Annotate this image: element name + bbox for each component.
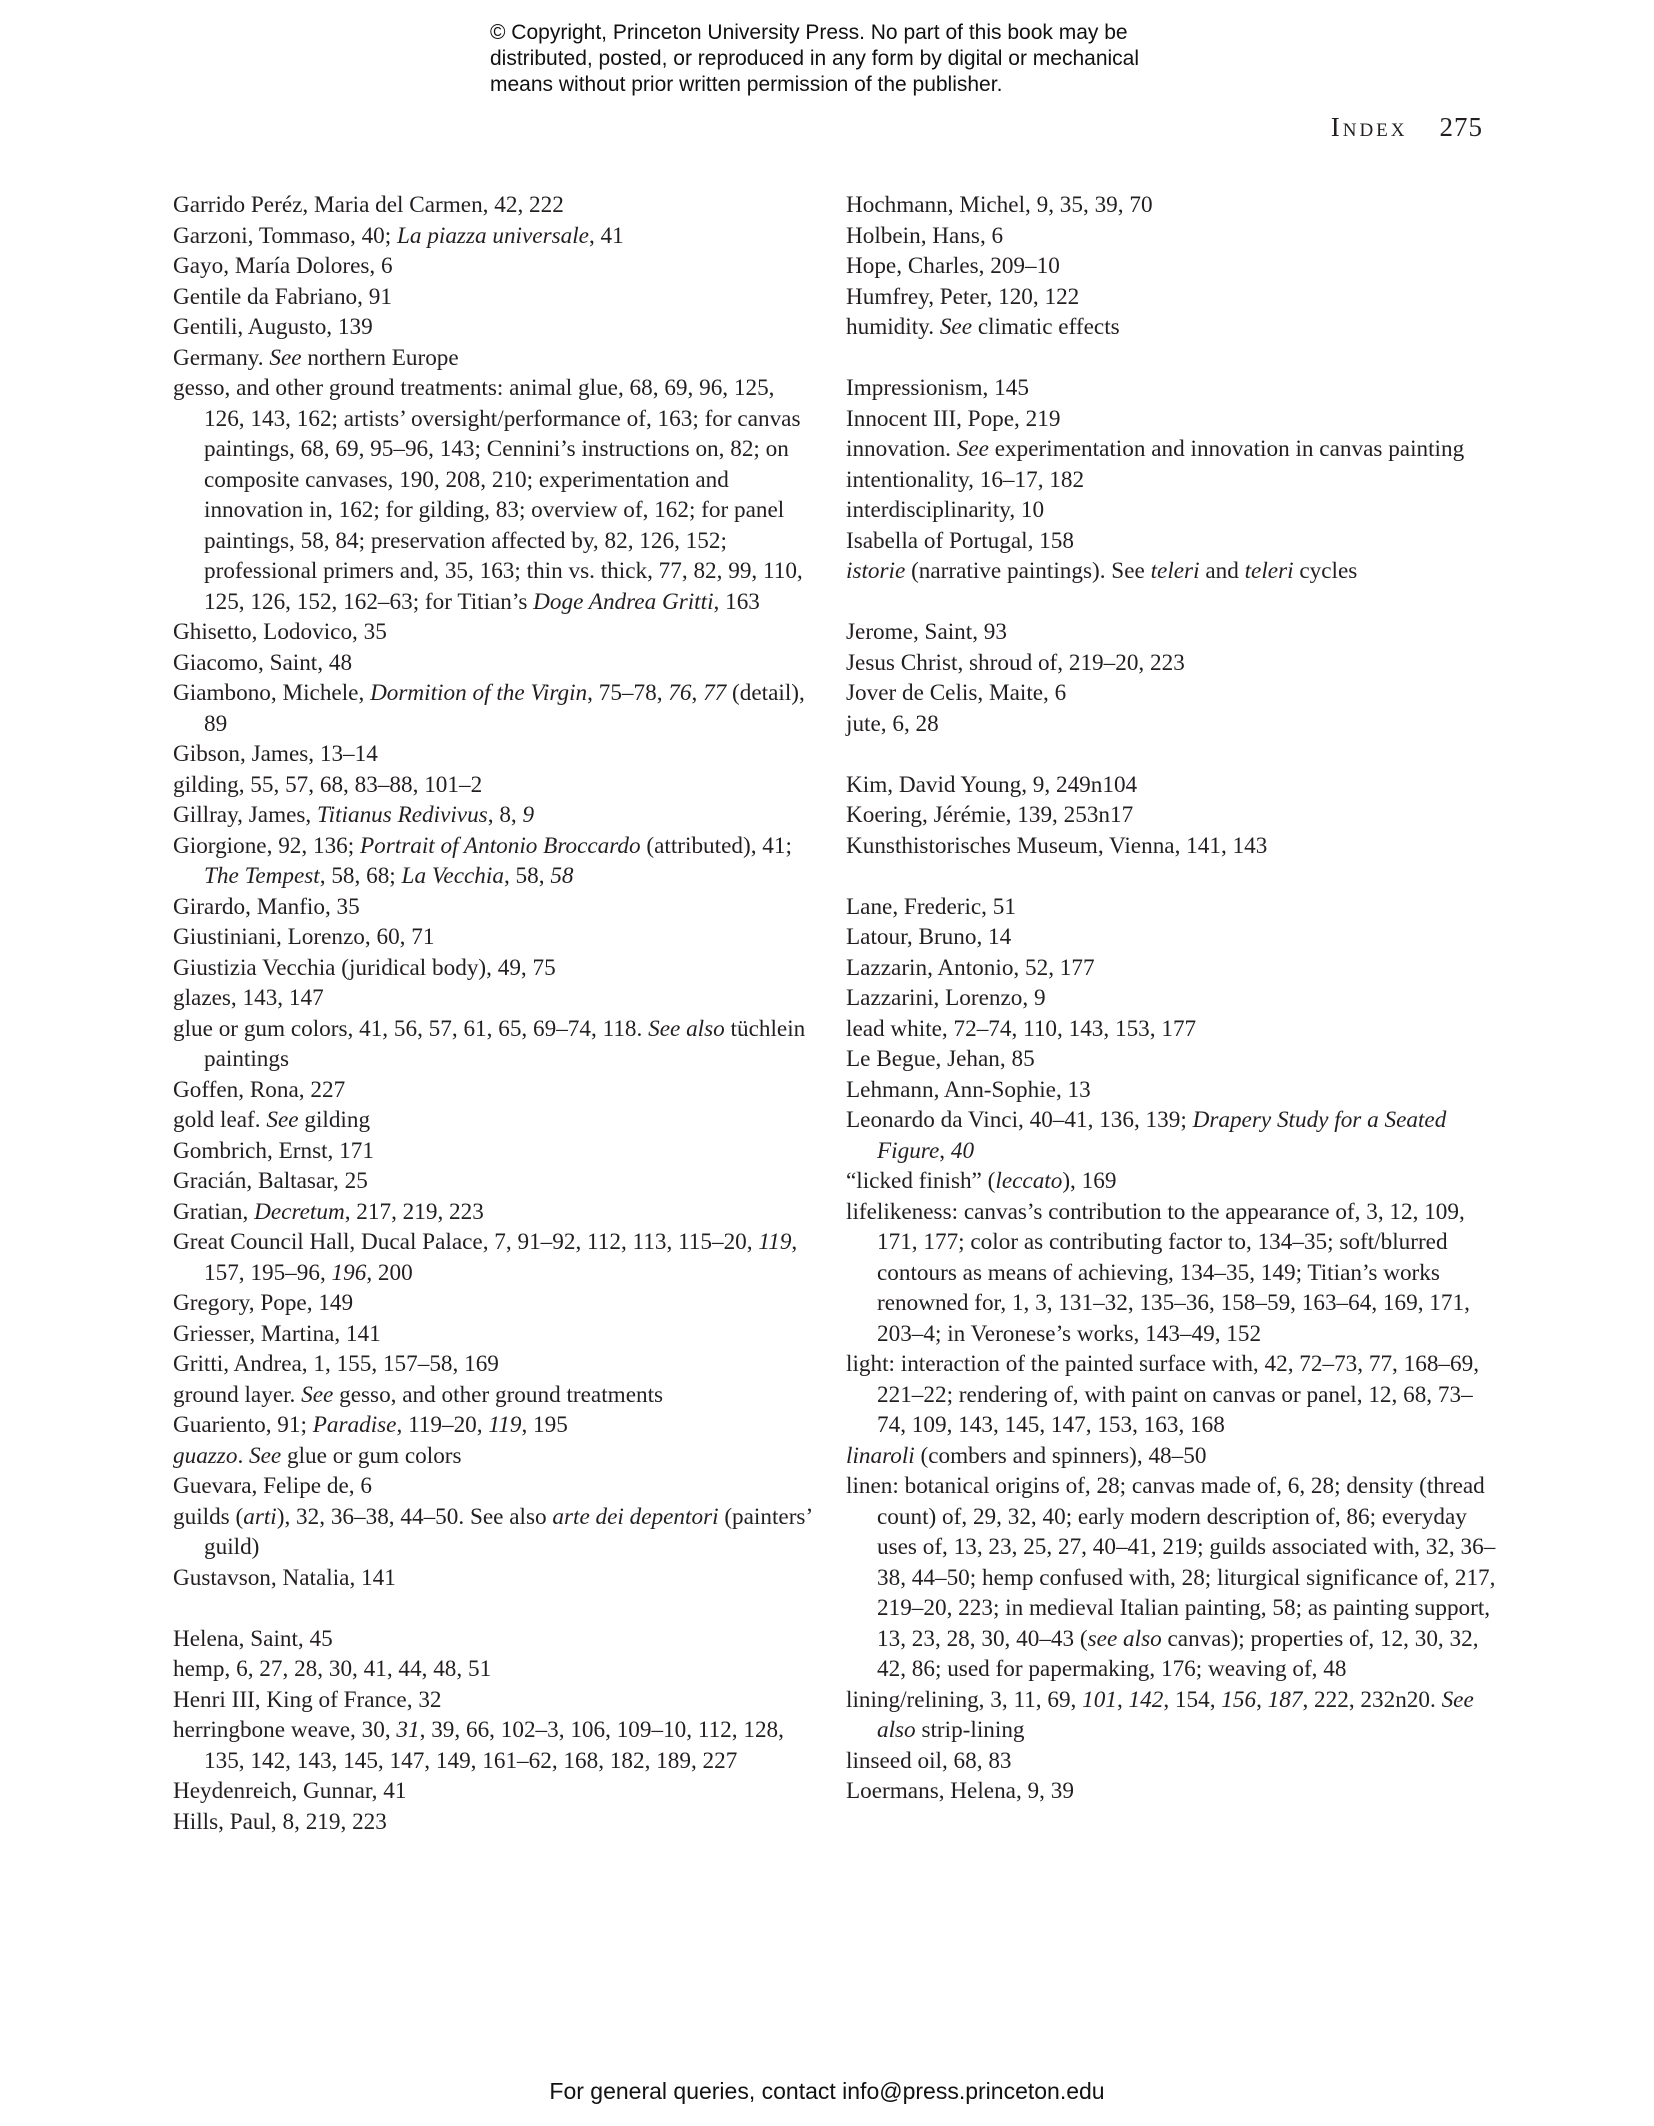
index-entry-text: Hills, Paul, 8, 219, 223 [173,1808,387,1835]
index-entry [846,1349,1496,1441]
index-entry-text: lifelikeness: canvas’s contribution to the appearance of, 3, 12, 109, 171, 177; color as contributing factor to, 134–35; soft/blurred contours as means of achieving, 134–35, 149; Titian’s works renowned for, 1, 3, 131–32, 135–36, 158–59, 163–64, 169, 171, 203–4; in Veronese’s works, 143–49, 152 [846,1198,1470,1347]
index-entry [846,556,1496,587]
index-entry [173,648,813,679]
page-number: 275 [1439,112,1483,142]
index-entry [173,953,813,984]
running-head-title: Index [1330,112,1408,142]
index-entry-text: , 200 [366,1259,413,1286]
index-entry [173,1563,813,1594]
index-entry-italic-text: arte dei depentori [552,1503,719,1530]
index-entry-text: Kim, David Young, 9, 249n104 [846,771,1138,798]
index-entry-text: , [939,1137,951,1164]
index-entry [846,648,1496,679]
index-entry-italic-text: See [939,314,973,340]
index-entry-text: jute, 6, 28 [846,710,939,737]
index-entry-text: Gritti, Andrea, 1, 155, 157–58, 169 [173,1351,499,1377]
index-entry [846,617,1496,648]
index-entry [173,983,813,1014]
index-entry [846,373,1496,404]
index-entry-text: linseed oil, 68, 83 [846,1747,1012,1774]
index-entry-italic-text: See [301,1381,334,1408]
index-entry-text: lead white, 72–74, 110, 143, 153, 177 [846,1015,1197,1042]
index-entry-text: Helena, Saint, 45 [173,1625,333,1652]
index-entry-text: gilding, 55, 57, 68, 83–88, 101–2 [173,771,483,798]
index-entry-text: ), 32, 36–38, 44–50. See also [276,1503,553,1530]
index-entry [173,1166,813,1197]
index-entry-text: Koering, Jérémie, 139, 253n17 [846,802,1134,828]
index-entry [173,1471,813,1502]
index-entry [173,282,813,313]
index-entry-text: Hope, Charles, 209–10 [846,253,1060,279]
index-entry [846,1471,1496,1685]
index-entry-text: interdisciplinarity, 10 [846,497,1045,523]
index-entry-text: Impressionism, 145 [846,375,1029,401]
index-entry-italic-text: 156 [1221,1686,1257,1713]
index-entry-text: Girardo, Manfio, 35 [173,893,360,920]
index-entry-text: guilds ( [173,1503,244,1530]
index-entry-text: “licked finish” ( [846,1168,996,1194]
index-entry [846,892,1496,923]
index-entry [173,1075,813,1106]
index-column-left [173,190,813,1837]
index-entry [173,800,813,831]
index-entry-text: (narrative paintings). See [905,558,1151,584]
index-entry-italic-text: istorie [846,558,906,584]
index-entry [846,526,1496,557]
index-entry [173,1288,813,1319]
index-entry [846,1044,1496,1075]
index-entry [173,831,813,892]
index-entry [173,1776,813,1807]
index-entry [173,892,813,923]
index-entry-text: Kunsthistorisches Museum, Vienna, 141, 143 [846,832,1268,859]
index-entry [173,1105,813,1136]
index-entry-text: humidity. [846,314,940,340]
index-entry-text: Gayo, María Dolores, 6 [173,253,393,279]
index-entry-text: herringbone weave, 30, [173,1717,397,1743]
index-entry-text: ground layer. [173,1381,302,1408]
index-entry-text: Gratian, [173,1198,255,1225]
index-entry-text: cycles [1293,558,1358,584]
index-entry-text: Guevara, Felipe de, 6 [173,1473,372,1499]
index-entry-italic-text: 119 [488,1412,522,1438]
index-entry [173,1136,813,1167]
index-entry-italic-text: Doge Andrea Gritti [533,588,714,615]
index-entry [846,221,1496,252]
index-entry-text: northern Europe [301,344,459,371]
index-entry-text: Jover de Celis, Maite, 6 [846,680,1067,706]
index-entry [173,1197,813,1228]
index-entry-italic-text: linaroli [846,1442,915,1469]
index-entry-text: glazes, 143, 147 [173,985,324,1011]
index-entry [173,1441,813,1472]
index-entry-text: , [691,680,704,706]
index-entry [846,709,1496,740]
index-entry-text: Jerome, Saint, 93 [846,619,1007,645]
index-entry-text: (detail), 89 [204,680,805,737]
index-entry-italic-text: See [249,1442,282,1469]
index-entry [173,190,813,221]
index-entry-text: , 195 [521,1412,568,1438]
index-entry [846,190,1496,221]
index-entry-text: , 217, 219, 223 [344,1198,484,1225]
index-entry [846,1776,1496,1807]
index-entry-text: , 163 [713,588,760,615]
index-entry-text: Innocent III, Pope, 219 [846,405,1061,432]
index-entry [846,312,1496,343]
index-entry [846,922,1496,953]
index-entry-text: Garzoni, Tommaso, 40; [173,222,397,249]
index-entry-text: Giambono, Michele, [173,680,371,706]
index-entry [846,953,1496,984]
index-entry [846,1105,1496,1166]
index-entry [173,221,813,252]
index-entry-italic-text: Drapery Study for a Seated Figure [877,1107,1447,1164]
index-entry-text: Lazzarini, Lorenzo, 9 [846,985,1046,1011]
index-entry-text: Jesus Christ, shroud of, 219–20, 223 [846,649,1185,676]
index-entry-italic-text: 76 [668,680,692,706]
index-entry [846,1166,1496,1197]
index-entry-text: Griesser, Martina, 141 [173,1320,381,1347]
index-entry-text: light: interaction of the painted surface with, 42, 72–73, 77, 168–69, 221–22; rendering of, with paint on canvas or panel, 12, 68, 73–74, 109, 143, 145, 147, 153, 163, 168 [846,1351,1480,1438]
index-entry-italic-text: see also [1087,1625,1162,1652]
index-entry-text: , 58, 68; [319,863,402,889]
index-entry [846,983,1496,1014]
index-entry-text: Garrido Peréz, Maria del Carmen, 42, 222 [173,192,564,218]
index-entry-text: , 75–78, [587,680,669,706]
index-entry [173,770,813,801]
index-entry-text: gesso, and other ground treatments: animal glue, 68, 69, 96, 125, 126, 143, 162; artists’ oversight/performance of, 163; for canvas paintings, 68, 69, 95–96, 143; Cennini’s instructions on, 82; on composite canvases, 190, 208, 210; experimentation and innovation in, 162; for gilding, 83; overview of, 162; for panel paintings, 58, 84; preservation affected by, 82, 126, 152; professional primers and, 35, 163; thin vs. thick, 77, 82, 99, 110, 125, 126, 152, 162–63; for Titian’s [173,375,803,615]
index-entry-text: Gregory, Pope, 149 [173,1290,354,1316]
index-entry-italic-text: 77 [703,680,727,706]
index-entry-italic-text: 58 [550,863,574,889]
index-entry-italic-text: 40 [950,1137,975,1164]
index-entry [173,1014,813,1075]
index-entry-italic-text: 196 [331,1259,367,1286]
index-entry [173,1410,813,1441]
copyright-notice: © Copyright, Princeton University Press. No part of this book may be distributed, posted, or reproduced in any form by digital or mechanical means without prior written permission of the publisher. [490,21,1140,96]
index-entry-italic-text: 142 [1128,1686,1164,1713]
index-entry [173,343,813,374]
index-column-right [846,190,1496,1807]
index-entry [173,1319,813,1350]
index-entry-text: Lehmann, Ann-Sophie, 13 [846,1076,1091,1103]
index-entry-text: Great Council Hall, Ducal Palace, 7, 91–92, 112, 113, 115–20, [173,1229,759,1255]
index-entry [846,831,1496,862]
index-entry-italic-text: Portrait of Antonio Broccardo [360,832,641,859]
footer-contact: For general queries, contact info@press.princeton.edu [549,2078,1105,2104]
index-entry [846,770,1496,801]
index-entry [173,1349,813,1380]
index-entry-italic-text: Paradise [312,1412,397,1438]
index-entry-text: (combers and spinners), 48–50 [914,1442,1207,1469]
index-entry-text: glue or gum colors [281,1442,462,1469]
index-entry [173,1807,813,1838]
index-entry-italic-text: Dormition of the Virgin [370,680,588,706]
index-entry-italic-text: La piazza universale [397,222,589,249]
index-entry-italic-text: guazzo [173,1442,238,1469]
index-entry-italic-text: 119 [758,1229,792,1255]
index-entry [173,251,813,282]
index-entry-text: Humfrey, Peter, 120, 122 [846,283,1080,310]
index-entry [846,1075,1496,1106]
index-entry-italic-text: 187 [1267,1686,1303,1713]
index-entry-text: Latour, Bruno, 14 [846,924,1012,950]
index-entry-text: Giacomo, Saint, 48 [173,649,353,676]
index-entry [846,1746,1496,1777]
index-entry-text: (attributed), 41; [640,832,792,859]
index-entry-text: lining/relining, 3, 11, 69, [846,1686,1083,1713]
index-entry [846,678,1496,709]
index-entry-text: Gustavson, Natalia, 141 [173,1564,396,1591]
index-entry [173,739,813,770]
index-entry-text: Gentili, Augusto, 139 [173,314,373,340]
index-entry [173,617,813,648]
index-entry-italic-text: 101 [1082,1686,1117,1713]
index-entry [846,1197,1496,1350]
index-entry-text: Heydenreich, Gunnar, 41 [173,1778,407,1804]
index-entry-text: , 157, 195–96, [204,1229,798,1286]
index-entry [846,404,1496,435]
index-entry-text: linen: botanical origins of, 28; canvas made of, 6, 28; density (thread count) of, 29, 32, 40; early modern description of, 86; everyday uses of, 13, 23, 25, 27, 40–41, 219; guilds associated with, 32, 36–38, 44–50; hemp confused with, 28; liturgical significance of, 217, 219–20, 223; in medieval Italian painting, 58; as painting support, 13, 23, 28, 30, 40–43 ( [846,1473,1496,1652]
index-entry-italic-text: La Vecchia [401,863,504,889]
index-entry-text: Guariento, 91; [173,1412,313,1438]
index-entry-italic-text: 9 [522,802,535,828]
index-entry-italic-text: teleri [1150,558,1200,584]
index-entry-italic-text: teleri [1244,558,1294,584]
index-entry [173,1624,813,1655]
index-entry [846,800,1496,831]
running-head [1331,112,1483,143]
index-entry-text: Isabella of Portugal, 158 [846,527,1074,554]
index-entry-italic-text: See [266,1107,299,1133]
index-entry-text: Giustizia Vecchia (juridical body), 49, 75 [173,954,556,981]
index-entry-text: Le Begue, Jehan, 85 [846,1046,1035,1072]
index-entry-text: glue or gum colors, 41, 56, 57, 61, 65, 69–74, 118. [173,1015,649,1042]
index-entry-text: Leonardo da Vinci, 40–41, 136, 139; [846,1107,1193,1133]
index-entry-italic-text: Titianus Redivivus [317,802,488,828]
index-entry-text: Goffen, Rona, 227 [173,1076,346,1103]
index-entry [173,922,813,953]
index-entry-text: gold leaf. [173,1107,267,1133]
index-entry-italic-text: See also [648,1015,725,1042]
index-entry-text: Holbein, Hans, 6 [846,222,1004,249]
index-entry-text: experimentation and innovation in canvas painting [988,436,1465,462]
index-entry-text: Gombrich, Ernst, 171 [173,1137,374,1164]
index-entry-text: Germany. [173,344,270,371]
index-entry [846,1014,1496,1045]
index-entry-text: Lazzarin, Antonio, 52, 177 [846,954,1095,981]
index-entry-text: hemp, 6, 27, 28, 30, 41, 44, 48, 51 [173,1656,492,1682]
index-entry-text: and [1199,558,1245,584]
index-entry [173,373,813,617]
index-entry-italic-text: The Tempest [204,863,320,889]
index-entry-text: Gibson, James, 13–14 [173,741,378,767]
index-entry-text: intentionality, 16–17, 182 [846,466,1085,493]
index-entry-text: Hochmann, Michel, 9, 35, 39, 70 [846,192,1153,218]
index-entry-italic-text: Decretum [254,1198,345,1225]
index-entry-text: Gracián, Baltasar, 25 [173,1168,368,1194]
index-entry-text: , 119–20, [396,1412,489,1438]
index-entry [173,312,813,343]
index-entry-italic-text: arti [243,1503,277,1530]
index-entry [846,1441,1496,1472]
index-entry-text: Giorgione, 92, 136; [173,832,360,859]
index-entry [173,1715,813,1776]
index-entry-italic-text: See [956,436,989,462]
index-entry-italic-text: 31 [396,1717,420,1743]
index-entry [173,678,813,739]
index-entry-text: Ghisetto, Lodovico, 35 [173,619,387,645]
index-entry-text: ), 169 [1062,1168,1117,1194]
index-entry-italic-text: leccato [995,1168,1063,1194]
index-entry-text: tüchlein paintings [204,1015,806,1072]
index-entry [173,1380,813,1411]
index-entry-italic-text: See [269,344,302,371]
index-entry [846,282,1496,313]
index-entry-text: Henri III, King of France, 32 [173,1686,442,1713]
index-entry-italic-text: See also [877,1686,1474,1743]
index-entry-text: . [237,1442,250,1469]
index-entry-text: Lane, Frederic, 51 [846,893,1016,920]
index-entry-text: innovation. [846,436,957,462]
index-entry-text: , 154, [1163,1686,1222,1713]
index-entry-text: climatic effects [972,314,1120,340]
index-entry-text: strip-lining [915,1717,1025,1743]
index-entry [173,1502,813,1563]
index-entry-text: canvas); properties of, 12, 30, 32, 42, 86; used for papermaking, 176; weaving of, 48 [877,1625,1479,1682]
index-entry [846,434,1496,465]
index-entry-text: (painters’ guild) [204,1503,812,1560]
index-entry-text: , [1256,1686,1268,1713]
index-entry [846,465,1496,496]
index-entry-text: , 222, 232n20. [1302,1686,1442,1713]
index-entry-text: , 8, [487,802,523,828]
index-entry [173,1227,813,1288]
index-entry [173,1685,813,1716]
index-entry-text: Gillray, James, [173,802,318,828]
index-entry [846,1685,1496,1746]
index-entry-text: , [1116,1686,1129,1713]
index-entry [173,1654,813,1685]
index-entry-text: Loermans, Helena, 9, 39 [846,1778,1074,1804]
index-entry-text: Giustiniani, Lorenzo, 60, 71 [173,924,435,950]
index-entry-text: , 41 [588,222,624,249]
index-entry-text: , 58, [503,863,551,889]
index-entry [846,495,1496,526]
index-entry-text: gesso, and other ground treatments [333,1381,664,1408]
index-entry-text: gilding [298,1107,371,1133]
index-entry-text: , 39, 66, 102–3, 106, 109–10, 112, 128, 135, 142, 143, 145, 147, 149, 161–62, 168, 182, 189, 227 [204,1717,784,1774]
index-entry [846,251,1496,282]
index-entry-text: Gentile da Fabriano, 91 [173,283,392,310]
